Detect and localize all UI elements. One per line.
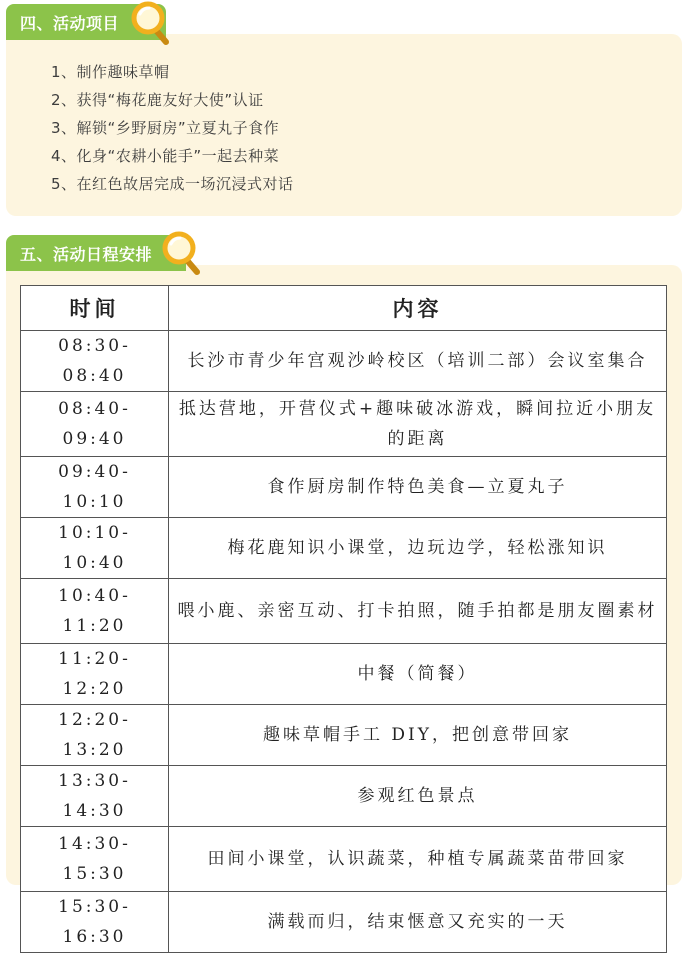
row-time: 12:20-13:20 [21,705,169,766]
section-4-title: 四、活动项目 [20,13,120,33]
row-time: 10:40-11:20 [21,579,169,644]
table-row [21,892,667,953]
magnifier-icon [130,0,172,46]
activity-item: 1、制作趣味草帽 [51,63,170,81]
table-row [21,579,667,644]
section-activity-items [6,0,682,216]
row-content: 食作厨房制作特色美食—立夏丸子 [169,457,667,518]
row-time: 09:40-10:10 [21,457,169,518]
header-content: 内容 [169,286,667,331]
row-content: 满载而归，结束惬意又充实的一天 [169,892,667,953]
table-row [21,705,667,766]
magnifier-icon [161,230,203,276]
row-time: 08:40-09:40 [21,392,169,457]
table-row [21,766,667,827]
activity-item: 2、获得“梅花鹿友好大使”认证 [51,91,264,109]
row-time: 15:30-16:30 [21,892,169,953]
section-5-tab [6,235,186,271]
row-content: 中餐（简餐） [169,644,667,705]
schedule-table [20,285,667,953]
table-row [21,331,667,392]
row-time: 08:30-08:40 [21,331,169,392]
table-header-row [21,286,667,331]
table-row [21,457,667,518]
row-time: 10:10-10:40 [21,518,169,579]
row-content: 参观红色景点 [169,766,667,827]
row-content: 趣味草帽手工 DIY，把创意带回家 [169,705,667,766]
table-row [21,827,667,892]
section-5-title: 五、活动日程安排 [20,244,153,264]
row-time: 14:30-15:30 [21,827,169,892]
row-time: 13:30-14:30 [21,766,169,827]
activity-item: 5、在红色故居完成一场沉浸式对话 [51,175,294,193]
row-content: 长沙市青少年宫观沙岭校区（培训二部）会议室集合 [169,331,667,392]
row-content: 田间小课堂，认识蔬菜，种植专属蔬菜苗带回家 [169,827,667,892]
row-time: 11:20-12:20 [21,644,169,705]
row-content: 梅花鹿知识小课堂，边玩边学，轻松涨知识 [169,518,667,579]
activity-item: 3、解锁“乡野厨房”立夏丸子食作 [51,119,280,137]
section-schedule [6,230,682,947]
activity-item: 4、化身“农耕小能手”一起去种菜 [51,147,280,165]
table-row [21,644,667,705]
table-row [21,392,667,457]
row-content: 喂小鹿、亲密互动、打卡拍照，随手拍都是朋友圈素材 [169,579,667,644]
header-time: 时间 [21,286,169,331]
row-content: 抵达营地，开营仪式+趣味破冰游戏，瞬间拉近小朋友的距离 [169,392,667,457]
table-row [21,518,667,579]
